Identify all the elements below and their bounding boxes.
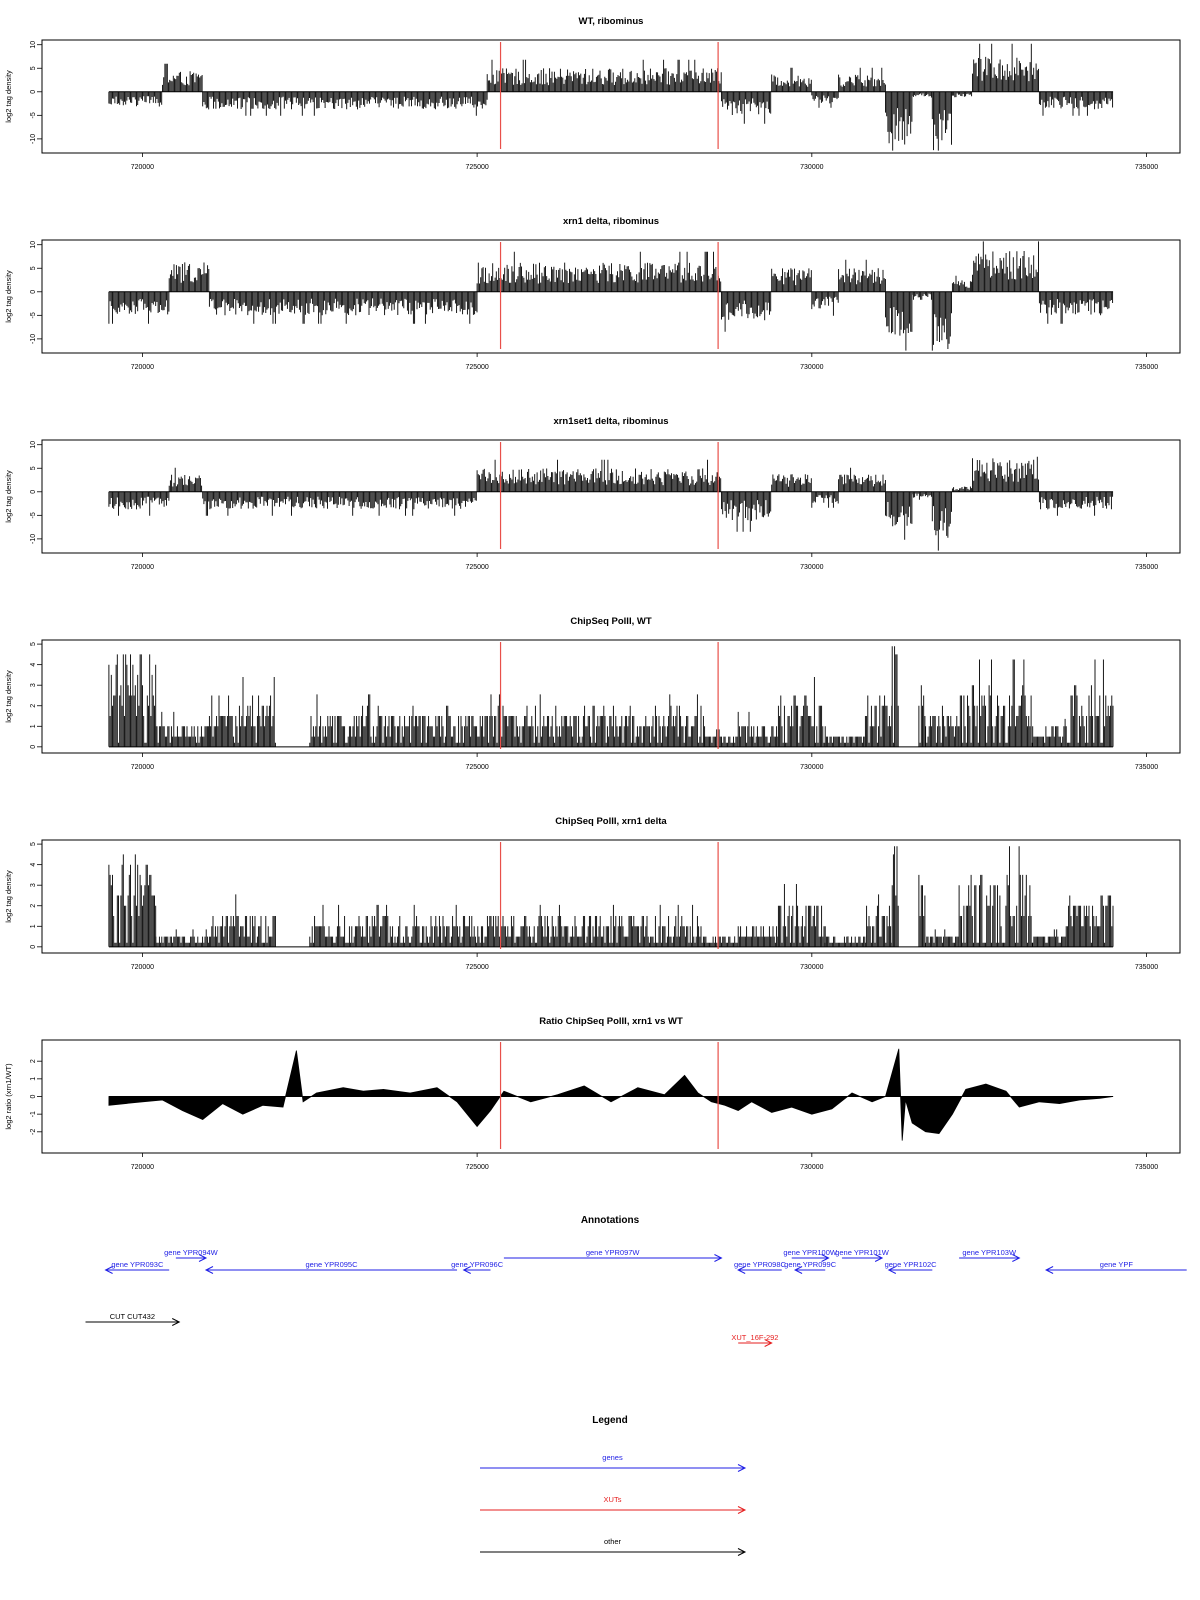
annotation-feature <box>164 1248 219 1262</box>
signal-bars <box>487 60 721 92</box>
y-tick-label: 0 <box>29 744 37 749</box>
x-axis <box>131 1153 1159 1171</box>
series <box>109 846 1113 947</box>
signal-bars <box>926 706 958 747</box>
segment <box>209 894 275 946</box>
signal-bars <box>772 268 812 292</box>
signal-bars <box>778 677 825 747</box>
signal-bars <box>825 936 865 946</box>
y-axis-label: log2 tag density <box>4 870 13 923</box>
segment <box>952 276 971 292</box>
y-tick-label: 2 <box>29 1059 37 1064</box>
y-tick-label: 0 <box>29 489 37 494</box>
y-tick-label: 10 <box>29 40 37 49</box>
segment <box>203 92 487 116</box>
x-tick-label: 735000 <box>1134 364 1159 371</box>
annotation-feature <box>784 1260 837 1274</box>
signal-bars <box>169 262 209 291</box>
signal-bars <box>932 292 951 351</box>
signal-bars <box>1066 896 1113 947</box>
segment <box>156 712 209 747</box>
x-tick-label: 725000 <box>465 964 489 971</box>
signal-bars <box>209 677 275 747</box>
legend-title: Legend <box>592 1415 628 1426</box>
signal-bars <box>772 474 812 492</box>
segment <box>886 492 912 540</box>
segment <box>209 292 477 324</box>
signal-bars <box>932 492 951 551</box>
y-tick-label: -5 <box>29 512 37 519</box>
segment <box>812 292 838 316</box>
signal-bars <box>932 92 951 151</box>
segment <box>932 292 951 351</box>
signal-bars <box>886 492 912 540</box>
y-tick-label: 0 <box>29 944 37 949</box>
series <box>109 44 1113 151</box>
y-tick-label: 2 <box>29 703 37 708</box>
feature-label: gene YPR098C <box>733 1260 786 1269</box>
panel-4 <box>4 616 1180 771</box>
signal-bars <box>477 460 721 492</box>
legend-entry-label: XUTs <box>603 1495 622 1504</box>
segment <box>912 92 931 98</box>
annotation-feature <box>734 1260 787 1274</box>
x-tick-label: 735000 <box>1134 564 1159 571</box>
signal-bars <box>912 292 931 300</box>
x-tick-label: 735000 <box>1134 964 1159 971</box>
legend-entry-xuts <box>480 1495 745 1514</box>
x-axis <box>131 553 1159 571</box>
segment <box>926 706 958 747</box>
feature-label: gene YPR101W <box>835 1248 889 1257</box>
signal-bars <box>973 44 1039 92</box>
segment <box>973 241 1039 291</box>
y-tick-label: 4 <box>29 862 37 867</box>
feature-label: gene YPR095C <box>305 1260 358 1269</box>
segment <box>1033 929 1065 946</box>
y-axis <box>4 241 42 344</box>
panel-5 <box>4 816 1180 971</box>
x-axis <box>131 153 1159 171</box>
annotation-feature <box>451 1260 504 1274</box>
signal-bars <box>109 854 156 946</box>
signal-bars <box>812 292 838 316</box>
segment <box>477 252 721 292</box>
panel-title: ChipSeq PolII, WT <box>570 616 652 627</box>
signal-bars <box>886 292 912 351</box>
y-tick-label: 5 <box>29 466 37 471</box>
y-axis <box>4 642 42 749</box>
y-tick-label: 5 <box>29 642 37 647</box>
segment <box>722 92 771 124</box>
annotation-feature <box>1046 1260 1187 1274</box>
panel-6 <box>4 1016 1180 1171</box>
signal-bars <box>738 712 778 747</box>
segment <box>932 92 951 151</box>
segment <box>705 936 737 946</box>
x-tick-label: 725000 <box>465 364 489 371</box>
signal-bars <box>973 457 1039 492</box>
signal-bars <box>722 92 771 124</box>
x-tick-label: 720000 <box>130 364 155 371</box>
segment <box>886 292 912 351</box>
segment <box>778 677 825 747</box>
feature-label: gene YPR102C <box>884 1260 937 1269</box>
x-tick-label: 730000 <box>800 1164 824 1171</box>
y-axis-label: log2 tag density <box>4 670 13 723</box>
segment <box>169 262 209 291</box>
legend <box>480 1415 745 1556</box>
segment <box>952 487 971 492</box>
segment <box>722 292 771 332</box>
panel-3 <box>4 416 1180 571</box>
signal-bars <box>892 846 898 947</box>
signal-bars <box>477 252 721 292</box>
segment <box>156 929 209 946</box>
segment <box>163 64 203 92</box>
annotations-title: Annotations <box>580 1215 640 1226</box>
feature-label: gene YPR099C <box>784 1260 837 1269</box>
y-tick-label: 1 <box>29 924 37 929</box>
x-axis <box>131 953 1159 971</box>
signal-bars <box>1033 719 1065 747</box>
segment <box>705 729 737 746</box>
segment <box>919 685 925 747</box>
segment <box>772 68 812 92</box>
segment <box>812 92 838 108</box>
panel-1 <box>4 16 1180 171</box>
annotation-feature <box>835 1248 890 1262</box>
segment <box>109 292 169 324</box>
segment <box>926 929 958 946</box>
annotation-feature <box>731 1333 778 1347</box>
y-tick-label: -2 <box>29 1128 37 1135</box>
segment <box>959 846 1032 947</box>
signal-bars <box>912 492 931 500</box>
legend-entry-genes <box>480 1453 745 1472</box>
segment <box>109 654 156 746</box>
x-axis <box>131 353 1159 371</box>
segment <box>169 468 201 492</box>
y-axis <box>4 441 42 544</box>
y-tick-label: -5 <box>29 112 37 119</box>
feature-label: gene YPR096C <box>451 1260 504 1269</box>
y-tick-label: 2 <box>29 903 37 908</box>
signal-bars <box>919 685 925 747</box>
segment <box>912 492 931 500</box>
x-tick-label: 735000 <box>1134 164 1159 171</box>
signal-bars <box>722 492 771 532</box>
signal-bars <box>1039 292 1112 324</box>
y-axis <box>4 1059 42 1135</box>
segment <box>1039 492 1112 516</box>
signal-bars <box>778 884 825 947</box>
signal-bars <box>1039 492 1112 516</box>
segment <box>109 492 169 516</box>
signal-bars <box>973 241 1039 291</box>
signal-bars <box>310 694 705 746</box>
segment <box>839 260 886 292</box>
signal-bars <box>772 68 812 92</box>
y-tick-label: 3 <box>29 683 37 688</box>
panel-title: Ratio ChipSeq PolII, xrn1 vs WT <box>539 1016 683 1027</box>
segment <box>1066 896 1113 947</box>
segment <box>886 92 912 151</box>
segment <box>738 712 778 747</box>
x-axis <box>131 753 1159 771</box>
segment <box>487 60 721 92</box>
x-tick-label: 725000 <box>465 164 489 171</box>
y-tick-label: 3 <box>29 883 37 888</box>
segment <box>310 905 705 947</box>
signal-bars <box>169 468 201 492</box>
signal-bars <box>203 92 487 116</box>
feature-label: XUT_16F-292 <box>731 1333 779 1342</box>
signal-bars <box>812 92 838 108</box>
signal-bars <box>109 654 156 746</box>
signal-bars <box>156 929 209 946</box>
signal-bars <box>865 894 891 946</box>
y-tick-label: 10 <box>29 440 37 449</box>
signal-bars <box>738 926 778 947</box>
feature-label: gene YPF <box>1099 1260 1134 1269</box>
signal-bars <box>1039 92 1112 116</box>
x-tick-label: 730000 <box>800 364 824 371</box>
feature-label: gene YPR100W <box>783 1248 837 1257</box>
legend-entry-label: genes <box>602 1453 623 1462</box>
panel-title: xrn1set1 delta, ribominus <box>553 416 669 427</box>
y-tick-label: -10 <box>29 533 37 544</box>
y-axis <box>4 842 42 949</box>
annotation-feature <box>206 1260 457 1274</box>
x-tick-label: 725000 <box>465 1164 489 1171</box>
feature-label: gene YPR103W <box>962 1248 1017 1257</box>
annotation-feature <box>959 1248 1019 1262</box>
x-tick-label: 720000 <box>130 1164 155 1171</box>
y-tick-label: 4 <box>29 662 37 667</box>
segment <box>209 677 275 747</box>
annotation-feature <box>885 1260 938 1274</box>
signal-bars <box>109 292 169 324</box>
signal-bars <box>865 696 891 747</box>
segment <box>109 854 156 946</box>
segment <box>825 936 865 946</box>
signal-bars <box>109 92 162 107</box>
panel-title: ChipSeq PolII, xrn1 delta <box>555 816 667 827</box>
y-tick-label: 5 <box>29 266 37 271</box>
signal-bars <box>886 92 912 151</box>
signal-bars <box>892 646 898 747</box>
y-tick-label: -10 <box>29 133 37 144</box>
y-tick-label: 0 <box>29 89 37 94</box>
legend-entry-other <box>480 1537 745 1556</box>
signal-bars <box>203 492 477 516</box>
segment <box>839 468 886 492</box>
signal-bars <box>825 737 865 747</box>
annotation-feature <box>504 1248 722 1262</box>
x-tick-label: 725000 <box>465 564 489 571</box>
series <box>109 457 1113 551</box>
signal-bars <box>919 875 925 947</box>
x-tick-label: 730000 <box>800 764 824 771</box>
segment <box>825 737 865 747</box>
annotation-feature <box>86 1312 180 1326</box>
segment <box>812 492 838 508</box>
x-tick-label: 730000 <box>800 964 824 971</box>
signal-bars <box>839 468 886 492</box>
x-tick-label: 735000 <box>1134 764 1159 771</box>
y-axis-label: log2 ratio (xrn1/WT) <box>4 1063 13 1130</box>
signal-bars <box>209 894 275 946</box>
signal-bars <box>722 292 771 332</box>
x-tick-label: 720000 <box>130 564 155 571</box>
segment <box>772 474 812 492</box>
segment <box>203 492 477 516</box>
y-axis-label: log2 tag density <box>4 270 13 323</box>
y-axis <box>4 41 42 144</box>
y-tick-label: -10 <box>29 333 37 344</box>
panel-title: xrn1 delta, ribominus <box>562 216 660 227</box>
signal-bars <box>839 260 886 292</box>
signal-bars <box>705 729 737 746</box>
x-tick-label: 720000 <box>130 764 155 771</box>
segment <box>778 884 825 947</box>
annotation-feature <box>106 1260 170 1274</box>
signal-bars <box>310 905 705 947</box>
y-tick-label: 5 <box>29 66 37 71</box>
x-tick-label: 730000 <box>800 564 824 571</box>
y-axis-label: log2 tag density <box>4 470 13 523</box>
signal-bars <box>959 660 1032 747</box>
series <box>109 1049 1113 1141</box>
segment <box>738 926 778 947</box>
series <box>109 241 1113 350</box>
segment <box>1039 92 1112 116</box>
segment <box>1066 660 1113 747</box>
segment <box>912 292 931 300</box>
segment <box>959 660 1032 747</box>
signal-bars <box>959 846 1032 947</box>
segment <box>1033 719 1065 747</box>
legend-entry-label: other <box>603 1537 622 1546</box>
segment <box>973 457 1039 492</box>
annotations-track <box>86 1215 1187 1347</box>
feature-label: CUT CUT432 <box>109 1312 156 1321</box>
segment <box>892 846 898 947</box>
segment <box>310 694 705 746</box>
signal-bars <box>952 276 971 292</box>
x-tick-label: 730000 <box>800 164 824 171</box>
signal-bars <box>705 936 737 946</box>
signal-bars <box>952 92 971 98</box>
series <box>109 646 1113 747</box>
x-tick-label: 720000 <box>130 964 155 971</box>
segment <box>952 92 971 98</box>
segment <box>932 492 951 551</box>
y-tick-label: 10 <box>29 240 37 249</box>
panel-2 <box>4 216 1180 371</box>
x-tick-label: 720000 <box>130 164 155 171</box>
segment <box>477 460 721 492</box>
y-tick-label: 5 <box>29 842 37 847</box>
signal-bars <box>839 68 886 92</box>
signal-bars <box>163 64 203 92</box>
segment <box>722 492 771 532</box>
segment <box>1039 292 1112 324</box>
signal-bars <box>912 92 931 98</box>
y-tick-label: 1 <box>29 1076 37 1081</box>
segment <box>109 92 162 107</box>
y-axis-label: log2 tag density <box>4 70 13 123</box>
x-tick-label: 725000 <box>465 764 489 771</box>
segment <box>865 894 891 946</box>
segment <box>865 696 891 747</box>
signal-bars <box>1033 929 1065 946</box>
y-tick-label: -5 <box>29 312 37 319</box>
signal-bars <box>926 929 958 946</box>
y-tick-label: 0 <box>29 289 37 294</box>
feature-label: gene YPR097W <box>585 1248 640 1257</box>
segment <box>973 44 1039 92</box>
panel-title: WT, ribominus <box>578 16 644 27</box>
y-tick-label: -1 <box>29 1111 37 1118</box>
segment <box>839 68 886 92</box>
signal-bars <box>1066 660 1113 747</box>
signal-bars <box>109 492 169 516</box>
feature-label: gene YPR094W <box>164 1248 218 1257</box>
y-tick-label: 0 <box>29 1094 37 1099</box>
signal-bars <box>952 487 971 492</box>
ratio-area <box>109 1049 1113 1141</box>
signal-bars <box>812 492 838 508</box>
signal-bars <box>156 712 209 747</box>
segment <box>772 268 812 292</box>
segment <box>892 646 898 747</box>
x-tick-label: 735000 <box>1134 1164 1159 1171</box>
feature-label: gene YPR093C <box>111 1260 164 1269</box>
panels <box>4 16 1180 1171</box>
signal-bars <box>209 292 477 324</box>
segment <box>919 875 925 947</box>
y-tick-label: 1 <box>29 724 37 729</box>
